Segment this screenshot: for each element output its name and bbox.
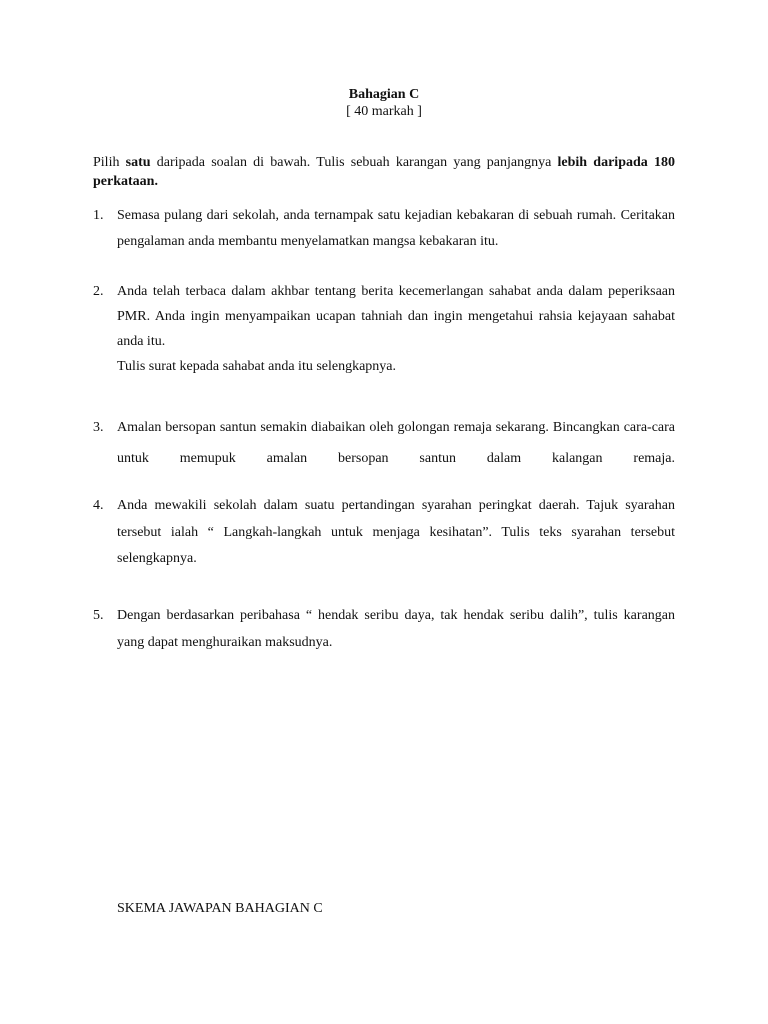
question-followup: Tulis surat kepada sahabat anda itu selengkapnya. (117, 359, 397, 374)
question-text: Dengan berdasarkan peribahasa “ hendak seribu daya, tak hendak seribu dalih”, tulis karangan yang dapat menghuraikan maksudnya. (117, 608, 675, 650)
question-item (93, 603, 675, 656)
instruction-text: Pilih (93, 155, 126, 170)
instruction-emphasis-one: satu (125, 155, 151, 170)
question-item (93, 279, 675, 379)
question-text: Semasa pulang dari sekolah, anda ternampak satu kejadian kebakaran di sebuah rumah. Ceritakan pengalaman anda membantu menyelamatkan mangsa kebakaran itu. (117, 208, 675, 249)
question-text: Anda mewakili sekolah dalam suatu pertandingan syarahan peringkat daerah. Tajuk syarahan tersebut ialah “ Langkah-langkah untuk menjaga kesihatan”. Tulis teks syarahan tersebut selengkapnya. (117, 498, 675, 566)
question-text: Amalan bersopan santun semakin diabaikan oleh golongan remaja sekarang. Bincangkan cara-cara untuk memupuk amalan bersopan santun dalam kalangan remaja. (117, 420, 675, 466)
question-number: 4. (93, 498, 104, 513)
question-number: 5. (93, 608, 104, 623)
answer-scheme-heading: SKEMA JAWAPAN BAHAGIAN C (117, 901, 323, 916)
instruction-paragraph (93, 153, 675, 191)
question-number: 2. (93, 284, 104, 299)
question-item (93, 493, 675, 573)
marks-label: [ 40 markah ] (346, 104, 422, 119)
question-item (93, 412, 675, 474)
instruction-emphasis-word-count: lebih daripada 180 perkataan. (93, 155, 675, 189)
question-number: 3. (93, 420, 104, 435)
question-text: Anda telah terbaca dalam akhbar tentang berita kecemerlangan sahabat anda dalam peperiksaan PMR. Anda ingin menyampaikan ucapan tahniah dan ingin mengetahui rahsia kejayaan sahabat anda itu. (117, 284, 675, 349)
section-title: Bahagian C (348, 87, 420, 102)
question-item (93, 203, 675, 255)
instruction-text: daripada soalan di bawah. Tulis sebuah karangan yang panjangnya (150, 155, 558, 170)
question-number: 1. (93, 208, 104, 223)
